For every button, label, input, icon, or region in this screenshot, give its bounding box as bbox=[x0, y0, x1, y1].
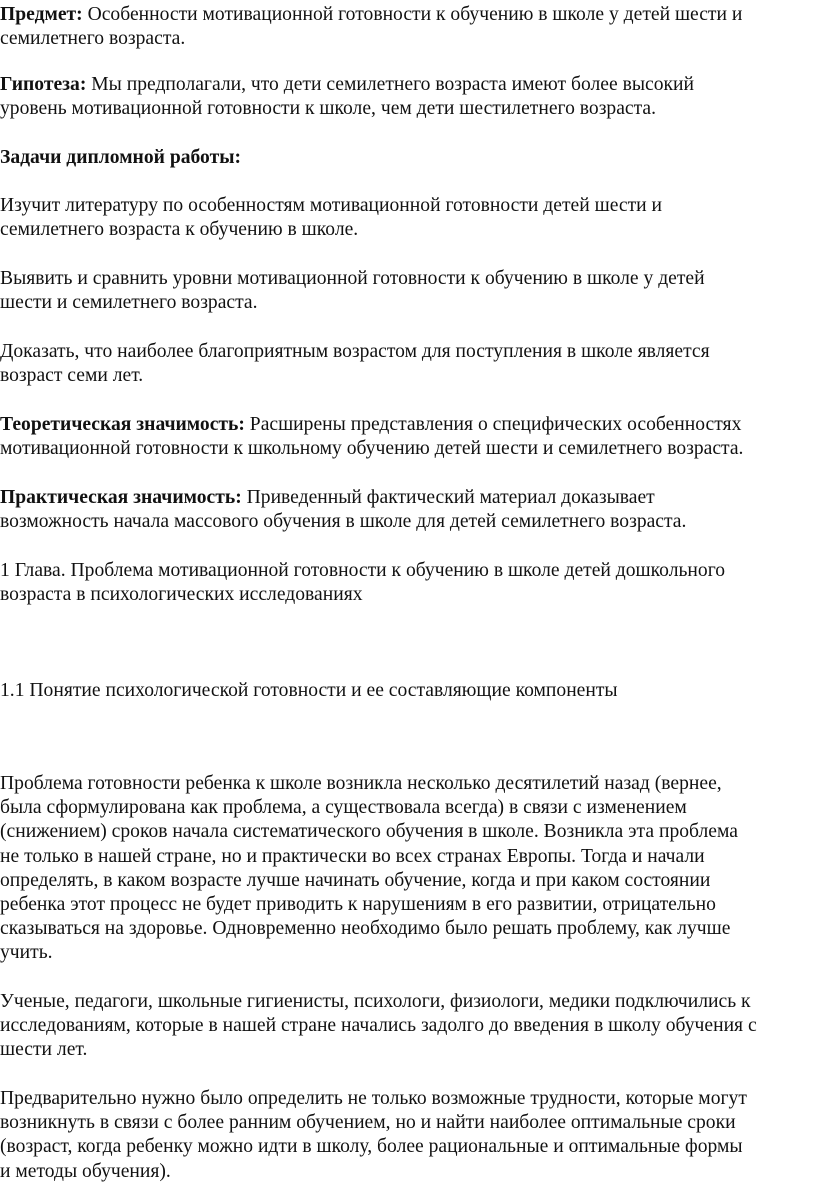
subject-text: Особенности мотивационной готовности к обучению в школе у детей шести и bbox=[82, 4, 743, 25]
task-item-3-line-2: возраст семи лет. bbox=[0, 365, 144, 387]
body-paragraph-2 bbox=[0, 990, 816, 1063]
body-paragraph-1-line: была сформулирована как проблема, а существовала всегда) в связи с изменением bbox=[0, 797, 687, 819]
body-paragraph-3-line: и методы обучения). bbox=[0, 1160, 171, 1182]
theoretical-label: Теоретическая значимость: bbox=[0, 414, 245, 435]
body-paragraph-1-line: Проблема готовности ребенка к школе возникла несколько десятилетий назад (вернее, bbox=[0, 773, 722, 794]
hypothesis-text-cont: уровень мотивационной готовности к школе, чем дети шестилетнего возраста. bbox=[0, 98, 657, 120]
theoretical-line-1 bbox=[0, 413, 816, 437]
body-paragraph-1-line: учить. bbox=[0, 942, 53, 964]
subject-paragraph bbox=[0, 3, 816, 51]
task-item-1-line-2: семилетнего возраста к обучению в школе. bbox=[0, 219, 359, 241]
body-paragraph-1-line: ребенка этот процесс не будет приводить к нарушениям в его развитии, отрицательно bbox=[0, 894, 716, 916]
body-paragraph-1-line: определять, в каком возрасте лучше начинать обучение, когда и при каком состоянии bbox=[0, 869, 711, 891]
theoretical-text: Расширены представления о специфических особенностях bbox=[244, 414, 742, 435]
practical-label: Практическая значимость: bbox=[0, 487, 242, 508]
practical-paragraph bbox=[0, 486, 816, 534]
practical-text-cont: возможность начала массового обучения в школе для детей семилетнего возраста. bbox=[0, 511, 687, 533]
hypothesis-label: Гипотеза: bbox=[0, 74, 87, 95]
task-item-1-line-1: Изучит литературу по особенностям мотивационной готовности детей шести и bbox=[0, 195, 663, 216]
task-item-2-line-2: шести и семилетнего возраста. bbox=[0, 292, 258, 314]
subject-line-1 bbox=[0, 3, 816, 27]
body-paragraph-2-line: Ученые, педагоги, школьные гигиенисты, психологи, физиологи, медики подключились к bbox=[0, 991, 751, 1012]
chapter-heading-line-1: 1 Глава. Проблема мотивационной готовности к обучению в школе детей дошкольного bbox=[0, 560, 726, 581]
task-item-3 bbox=[0, 340, 816, 388]
hypothesis-line-1 bbox=[0, 73, 816, 97]
subject-label: Предмет: bbox=[0, 4, 83, 25]
practical-text: Приведенный фактический материал доказывает bbox=[241, 487, 655, 508]
task-item-2 bbox=[0, 267, 816, 315]
section-heading: 1.1 Понятие психологической готовности и ее составляющие компоненты bbox=[0, 680, 618, 701]
body-paragraph-1-line: (снижением) сроков начала систематического обучения в школе. Возникла эта проблема bbox=[0, 821, 738, 843]
body-paragraph-2-line: исследованиям, которые в нашей стране начались задолго до введения в школу обучения с bbox=[0, 1015, 757, 1037]
hypothesis-text: Мы предполагали, что дети семилетнего возраста имеют более высокий bbox=[86, 74, 694, 95]
practical-line-1 bbox=[0, 486, 816, 510]
tasks-heading: Задачи дипломной работы: bbox=[0, 147, 242, 168]
body-paragraph-3 bbox=[0, 1087, 816, 1184]
body-paragraph-1 bbox=[0, 772, 816, 966]
theoretical-text-cont: мотивационной готовности к школьному обучению детей шести и семилетнего возраста. bbox=[0, 438, 744, 460]
body-paragraph-3-line: Предварительно нужно было определить не только возможные трудности, которые могут bbox=[0, 1088, 747, 1109]
body-paragraph-3-line: возникнуть в связи с более ранним обучением, но и найти наиболее оптимальные сроки bbox=[0, 1112, 736, 1134]
task-item-1 bbox=[0, 194, 816, 242]
theoretical-paragraph bbox=[0, 413, 816, 461]
body-paragraph-1-line: сказываться на здоровье. Одновременно необходимо было решать проблему, как лучше bbox=[0, 918, 731, 940]
task-item-3-line-1: Доказать, что наиболее благоприятным возрастом для поступления в школе является bbox=[0, 341, 710, 362]
hypothesis-paragraph bbox=[0, 73, 816, 121]
body-paragraph-1-line: не только в нашей стране, но и практически во всех странах Европы. Тогда и начали bbox=[0, 845, 705, 867]
subject-text-cont: семилетнего возраста. bbox=[0, 28, 186, 50]
chapter-heading-line-2: возраста в психологических исследованиях bbox=[0, 584, 363, 606]
body-paragraph-2-line: шести лет. bbox=[0, 1039, 88, 1061]
task-item-2-line-1: Выявить и сравнить уровни мотивационной готовности к обучению в школе у детей bbox=[0, 268, 705, 289]
chapter-heading bbox=[0, 559, 816, 607]
body-paragraph-3-line: (возраст, когда ребенку можно идти в школу, более рациональные и оптимальные формы bbox=[0, 1136, 743, 1158]
